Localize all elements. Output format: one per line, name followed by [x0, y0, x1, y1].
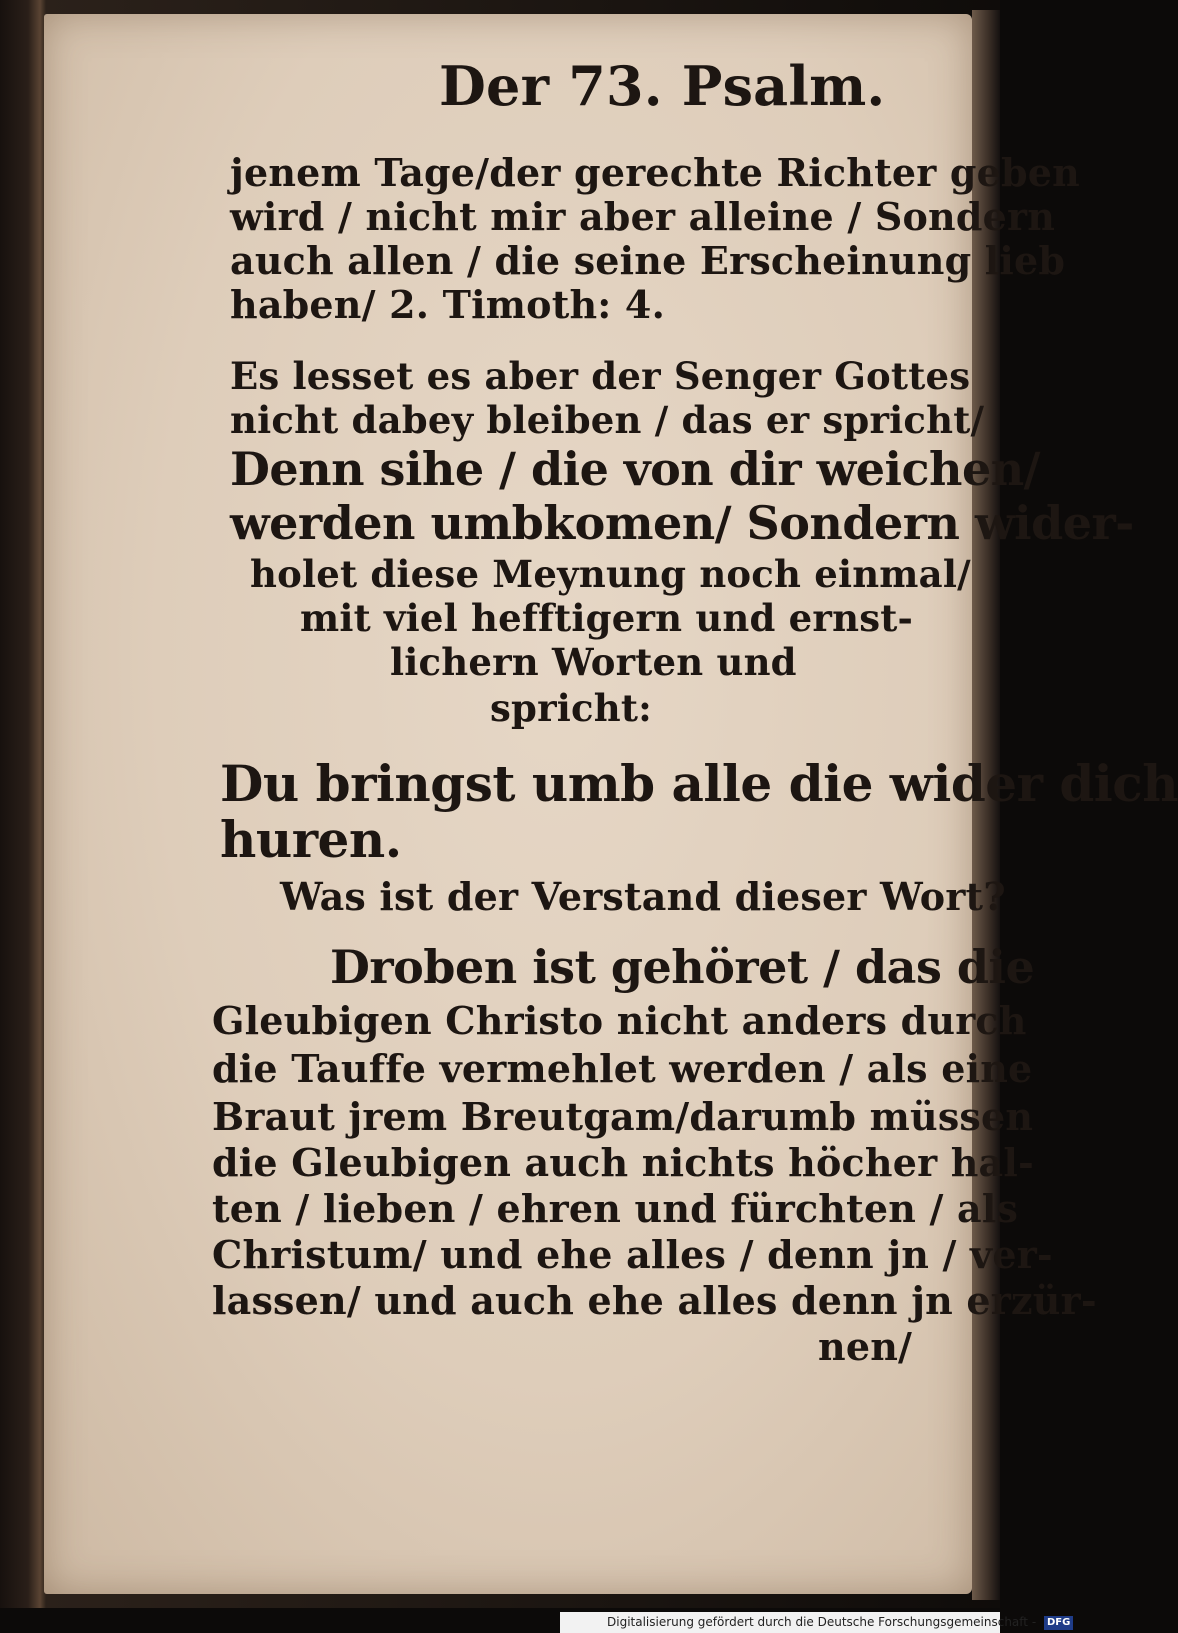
- text-line: Braut jrem Breutgam/darumb müssen: [212, 1094, 1034, 1139]
- text-line: Was ist der Verstand dieser Wort?: [280, 874, 1006, 919]
- text-line: Es lesset es aber der Senger Gottes: [230, 354, 971, 398]
- page-text: [44, 14, 1178, 1594]
- text-line: die Gleubigen auch nichts höcher hal-: [212, 1140, 1034, 1185]
- text-line: lassen/ und auch ehe alles denn jn erzür-: [212, 1278, 1097, 1323]
- footer-text: Digitalisierung gefördert durch die Deutsche Forschungsgemeinschaft -: [607, 1615, 1037, 1629]
- text-line: Christum/ und ehe alles / denn jn / ver-: [212, 1232, 1053, 1277]
- text-line: lichern Worten und: [390, 640, 797, 684]
- text-line: huren.: [220, 810, 402, 869]
- book-page: [44, 14, 1178, 1594]
- text-line: nen/: [818, 1324, 913, 1369]
- page-title: Der 73. Psalm.: [439, 54, 886, 118]
- text-line: Du bringst umb alle die wider dich: [220, 754, 1178, 813]
- text-line: Gleubigen Christo nicht anders durch: [212, 998, 1027, 1043]
- text-line: mit viel hefftigern und ernst-: [300, 596, 914, 640]
- digitization-footer: [560, 1612, 1071, 1633]
- dfg-logo: DFG: [1044, 1616, 1073, 1630]
- text-line: Droben ist gehöret / das die: [330, 940, 1035, 994]
- text-line: nicht dabey bleiben / das er spricht/: [230, 398, 985, 442]
- text-line: holet diese Meynung noch einmal/: [250, 552, 971, 596]
- text-line: jenem Tage/der gerechte Richter geben: [230, 150, 1081, 195]
- text-line: auch allen / die seine Erscheinung lieb: [230, 238, 1066, 283]
- text-line: Denn sihe / die von dir weichen/: [230, 442, 1040, 496]
- text-line: ten / lieben / ehren und fürchten / als: [212, 1186, 1019, 1231]
- text-line: werden umbkomen/ Sondern wider-: [230, 496, 1134, 550]
- text-line: haben/ 2. Timoth: 4.: [230, 282, 666, 327]
- text-line: wird / nicht mir aber alleine / Sondern: [230, 194, 1056, 239]
- text-line: spricht:: [490, 686, 653, 730]
- text-line: die Tauffe vermehlet werden / als eine: [212, 1046, 1033, 1091]
